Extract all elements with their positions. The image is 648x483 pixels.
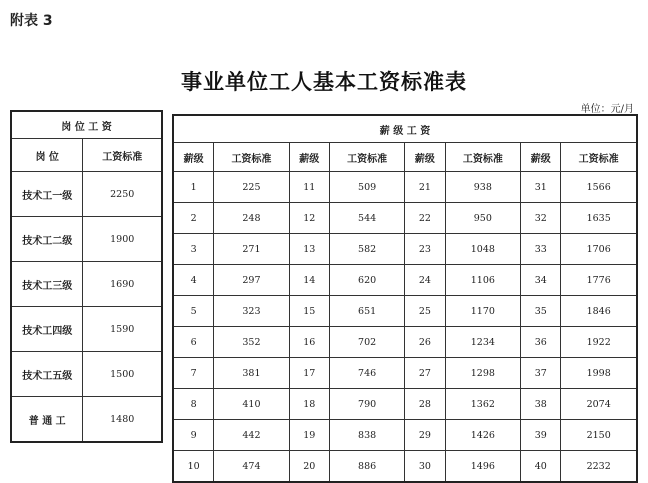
table-row xyxy=(11,307,162,352)
post-name: 技术工二级 xyxy=(11,217,83,262)
grade-number: 2 xyxy=(173,203,214,234)
grade-wage-value: 1776 xyxy=(561,265,637,296)
grade-number: 33 xyxy=(521,234,561,265)
grade-number: 4 xyxy=(173,265,214,296)
grade-wage-value: 746 xyxy=(329,358,404,389)
standard-column-header: 工资标准 xyxy=(214,143,289,172)
grade-number: 20 xyxy=(289,451,329,483)
post-wage-section-header: 岗 位 工 资 xyxy=(11,111,162,139)
table-row xyxy=(11,352,162,397)
grade-wage-value: 381 xyxy=(214,358,289,389)
grade-number: 34 xyxy=(521,265,561,296)
post-wage-value: 1590 xyxy=(83,307,162,352)
standard-column-header: 工资标准 xyxy=(83,139,162,172)
grade-number: 24 xyxy=(405,265,445,296)
post-wage-value: 2250 xyxy=(83,172,162,217)
grade-number: 27 xyxy=(405,358,445,389)
table-row xyxy=(173,203,637,234)
grade-number: 18 xyxy=(289,389,329,420)
grade-wage-value: 1426 xyxy=(445,420,521,451)
grade-number: 35 xyxy=(521,296,561,327)
grade-wage-value: 651 xyxy=(329,296,404,327)
grade-wage-value: 838 xyxy=(329,420,404,451)
grade-number: 10 xyxy=(173,451,214,483)
unit-note: 单位：元/月 xyxy=(580,104,634,115)
grade-number: 8 xyxy=(173,389,214,420)
grade-number: 11 xyxy=(289,172,329,203)
post-wage-value: 1690 xyxy=(83,262,162,307)
grade-column-header: 薪级 xyxy=(289,143,329,172)
grade-wage-value: 1998 xyxy=(561,358,637,389)
grade-wage-value: 1106 xyxy=(445,265,521,296)
post-name: 技术工四级 xyxy=(11,307,83,352)
table-row xyxy=(173,234,637,265)
grade-wage-value: 544 xyxy=(329,203,404,234)
grade-column-header: 薪级 xyxy=(521,143,561,172)
post-wage-value: 1900 xyxy=(83,217,162,262)
grade-number: 21 xyxy=(405,172,445,203)
table-row xyxy=(11,397,162,443)
grade-wage-value: 1496 xyxy=(445,451,521,483)
post-wage-table xyxy=(10,110,163,443)
grade-number: 39 xyxy=(521,420,561,451)
post-name: 普 通 工 xyxy=(11,397,83,443)
grade-number: 25 xyxy=(405,296,445,327)
grade-number: 15 xyxy=(289,296,329,327)
grade-wage-value: 352 xyxy=(214,327,289,358)
grade-wage-value: 248 xyxy=(214,203,289,234)
post-name: 技术工一级 xyxy=(11,172,83,217)
grade-number: 31 xyxy=(521,172,561,203)
grade-number: 14 xyxy=(289,265,329,296)
grade-number: 13 xyxy=(289,234,329,265)
grade-number: 36 xyxy=(521,327,561,358)
post-column-header: 岗 位 xyxy=(11,139,83,172)
grade-wage-value: 582 xyxy=(329,234,404,265)
grade-wage-value: 1170 xyxy=(445,296,521,327)
grade-number: 12 xyxy=(289,203,329,234)
standard-column-header: 工资标准 xyxy=(561,143,637,172)
grade-wage-value: 323 xyxy=(214,296,289,327)
grade-wage-value: 410 xyxy=(214,389,289,420)
table-row xyxy=(11,217,162,262)
table-row xyxy=(173,389,637,420)
grade-number: 40 xyxy=(521,451,561,483)
grade-number: 3 xyxy=(173,234,214,265)
grade-number: 19 xyxy=(289,420,329,451)
grade-wage-value: 1706 xyxy=(561,234,637,265)
grade-number: 37 xyxy=(521,358,561,389)
grade-column-header: 薪级 xyxy=(405,143,445,172)
grade-number: 7 xyxy=(173,358,214,389)
grade-wage-section-header: 薪 级 工 资 xyxy=(173,115,637,143)
post-wage-value: 1480 xyxy=(83,397,162,443)
grade-number: 17 xyxy=(289,358,329,389)
grade-number: 23 xyxy=(405,234,445,265)
grade-wage-value: 474 xyxy=(214,451,289,483)
grade-wage-value: 1566 xyxy=(561,172,637,203)
table-row xyxy=(173,420,637,451)
grade-number: 29 xyxy=(405,420,445,451)
grade-number: 28 xyxy=(405,389,445,420)
grade-number: 38 xyxy=(521,389,561,420)
grade-wage-value: 1362 xyxy=(445,389,521,420)
grade-wage-value: 297 xyxy=(214,265,289,296)
grade-number: 26 xyxy=(405,327,445,358)
grade-wage-value: 1234 xyxy=(445,327,521,358)
grade-column-header: 薪级 xyxy=(173,143,214,172)
grade-wage-value: 1846 xyxy=(561,296,637,327)
table-row xyxy=(173,172,637,203)
grade-table-body xyxy=(173,172,637,483)
post-name: 技术工三级 xyxy=(11,262,83,307)
table-row xyxy=(173,358,637,389)
grade-number: 5 xyxy=(173,296,214,327)
grade-wage-value: 442 xyxy=(214,420,289,451)
standard-column-header: 工资标准 xyxy=(329,143,404,172)
post-wage-value: 1500 xyxy=(83,352,162,397)
grade-wage-value: 2074 xyxy=(561,389,637,420)
grade-number: 9 xyxy=(173,420,214,451)
table-row xyxy=(173,265,637,296)
grade-wage-value: 2232 xyxy=(561,451,637,483)
grade-wage-value: 1922 xyxy=(561,327,637,358)
table-row xyxy=(173,296,637,327)
grade-number: 1 xyxy=(173,172,214,203)
grade-number: 16 xyxy=(289,327,329,358)
grade-wage-value: 1048 xyxy=(445,234,521,265)
grade-wage-value: 509 xyxy=(329,172,404,203)
table-row xyxy=(11,262,162,307)
grade-wage-value: 271 xyxy=(214,234,289,265)
grade-wage-value: 886 xyxy=(329,451,404,483)
standard-column-header: 工资标准 xyxy=(445,143,521,172)
post-name: 技术工五级 xyxy=(11,352,83,397)
grade-wage-value: 1635 xyxy=(561,203,637,234)
grade-wage-value: 790 xyxy=(329,389,404,420)
grade-number: 22 xyxy=(405,203,445,234)
table-row xyxy=(173,451,637,483)
grade-wage-value: 620 xyxy=(329,265,404,296)
annex-label: 附表 3 xyxy=(10,13,53,29)
grade-wage-table xyxy=(172,114,638,483)
grade-number: 30 xyxy=(405,451,445,483)
table-row xyxy=(173,327,637,358)
grade-wage-value: 2150 xyxy=(561,420,637,451)
page-title: 事业单位工人基本工资标准表 xyxy=(181,69,467,94)
grade-number: 32 xyxy=(521,203,561,234)
grade-wage-value: 702 xyxy=(329,327,404,358)
grade-number: 6 xyxy=(173,327,214,358)
grade-wage-value: 950 xyxy=(445,203,521,234)
grade-wage-value: 225 xyxy=(214,172,289,203)
grade-wage-value: 1298 xyxy=(445,358,521,389)
grade-wage-value: 938 xyxy=(445,172,521,203)
table-row xyxy=(11,172,162,217)
